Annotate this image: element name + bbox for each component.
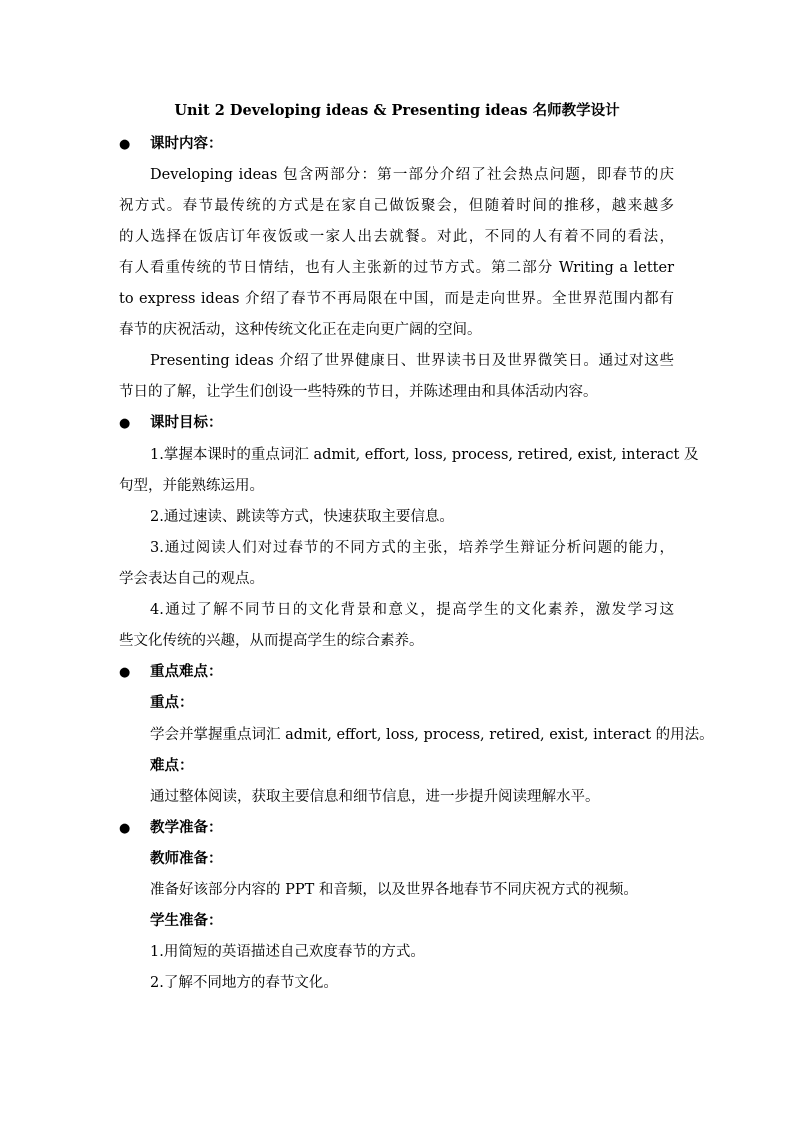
paragraph-line: Presenting ideas 介绍了世界健康日、世界读书日及世界微笑日。通过对这些 [150,353,674,369]
heading-text: 教学准备： [150,819,223,836]
teacher-text: 准备好该部分内容的 PPT 和音频，以及世界各地春节不同庆祝方式的视频。 [150,882,638,898]
paragraph-line: 节日的了解，让学生们创设一些特殊的节日，并陈述理由和具体活动内容。 [119,384,598,400]
bullet-icon: ● [119,821,131,836]
section-heading-objectives [119,412,223,434]
key-text: 学会并掌握重点词汇 admit, effort, loss, process, retired, exist, interact 的用法。 [150,727,714,743]
objective-line: 些文化传统的兴趣，从而提高学生的综合素养。 [119,633,424,649]
document-title: Unit 2 Developing ideas & Presenting ideas 名师教学设计 [174,102,620,119]
objective-line: 3.通过阅读人们对过春节的不同方式的主张，培养学生辩证分析问题的能力， [150,540,674,556]
objective-line: 2.通过速读、跳读等方式，快速获取主要信息。 [150,509,454,525]
student-line: 2.了解不同地方的春节文化。 [150,975,338,991]
paragraph-line: 的人选择在饭店订年夜饭或一家人出去就餐。对此，不同的人有着不同的看法， [119,229,674,245]
difficult-text: 通过整体阅读，获取主要信息和细节信息，进一步提升阅读理解水平。 [150,789,600,805]
paragraph-line: Developing ideas 包含两部分：第一部分介绍了社会热点问题，即春节的庆 [150,167,674,183]
difficult-label: 难点： [150,757,194,774]
objective-line: 学会表达自己的观点。 [119,571,264,587]
heading-text: 重点难点： [150,663,223,680]
bullet-icon: ● [119,137,131,152]
paragraph-line: to express ideas 介绍了春节不再局限在中国，而是走向世界。全世界范围内都有 [119,291,674,307]
heading-text: 课时目标： [150,414,223,431]
objective-line: 1.掌握本课时的重点词汇 admit, effort, loss, process, retired, exist, interact 及 [150,447,699,463]
student-label: 学生准备： [150,912,223,929]
objective-line: 4.通过了解不同节日的文化背景和意义，提高学生的文化素养，激发学习这 [150,602,674,618]
section-heading-key-points [119,661,223,683]
paragraph-line: 有人看重传统的节日情结，也有人主张新的过节方式。第二部分 Writing a letter [119,260,674,276]
objective-line: 句型，并能熟练运用。 [119,478,264,494]
key-label: 重点： [150,694,194,711]
bullet-icon: ● [119,665,131,680]
paragraph-line: 祝方式。春节最传统的方式是在家自己做饭聚会，但随着时间的推移，越来越多 [119,198,674,214]
teacher-label: 教师准备： [150,850,223,867]
paragraph-line: 春节的庆祝活动，这种传统文化正在走向更广阔的空间。 [119,322,482,338]
heading-text: 课时内容： [150,135,223,152]
student-line: 1.用简短的英语描述自己欢度春节的方式。 [150,944,425,960]
section-heading-preparation [119,817,223,839]
bullet-icon: ● [119,416,131,431]
section-heading-content [119,133,223,155]
